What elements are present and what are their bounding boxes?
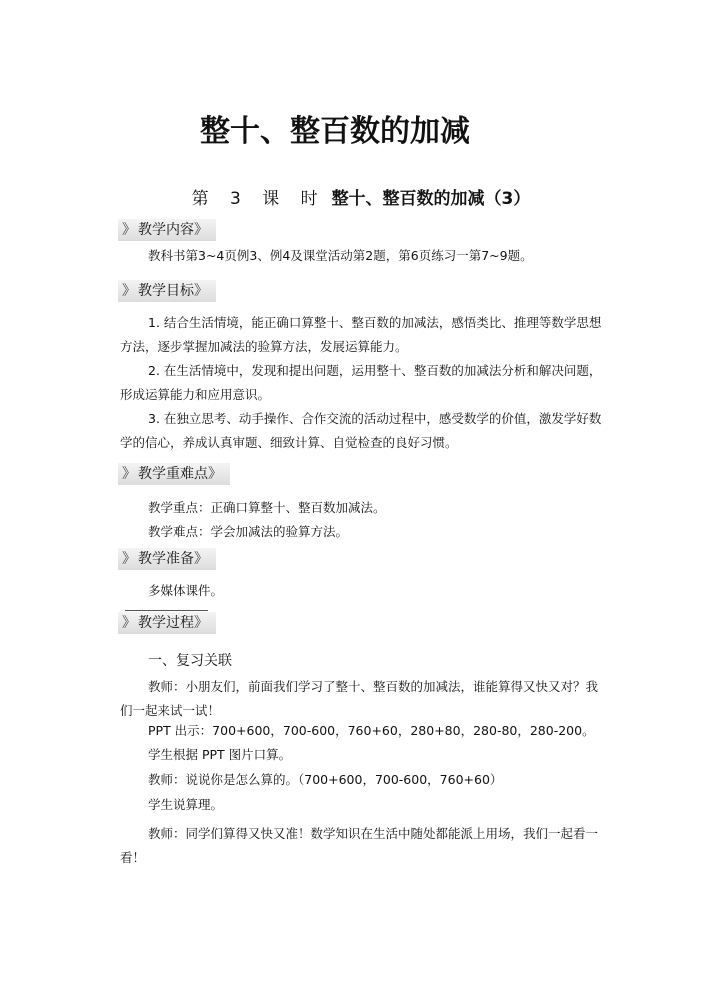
chevron-left-icon: 》 [122,551,136,567]
chevron-right-icon: 》 [194,283,208,299]
teacher-line-3: 教师：同学们算得又快又准！数学知识在生活中随处都能派上用场，我们一起看一看！ [120,826,599,865]
process-heading: 一、复习关联 [148,653,232,669]
section-label: 教学内容 [138,222,194,238]
section-header-prep [118,548,216,570]
ppt-line: PPT 出示：700+600，700-600，760+60，280+80，280-80，280-200。 [148,723,595,738]
section-header-process [118,612,216,634]
key-difficulty: 教学难点：学会加减法的验算方法。 [148,524,349,539]
section-label: 教学过程 [138,615,194,631]
section-label: 教学目标 [138,283,194,299]
lesson-subtitle [0,184,722,209]
teacher-line-1: 教师：小朋友们，前面我们学习了整十、整百数的加减法，谁能算得又快又对？我们一起来试一试！ [120,679,599,718]
chevron-right-icon: 》 [194,615,208,631]
chevron-left-icon: 》 [122,615,136,631]
lesson-number: 第 3 课 时 [191,189,326,209]
divider [125,610,208,611]
chevron-right-icon: 》 [194,551,208,567]
chevron-right-icon: 》 [194,222,208,238]
section-label: 教学重难点 [138,466,208,482]
goal-item-2: 2. 在生活情境中，发现和提出问题，运用整十、整百数的加减法分析和解决问题，形成运算能力和应用意识。 [120,363,602,402]
chevron-left-icon: 》 [122,466,136,482]
teacher-line-2: 教师：说说你是怎么算的。（700+600，700-600，760+60） [148,772,503,787]
content-paragraph: 教科书第3~4页例3、例4及课堂活动第2题，第6页练习一第7~9题。 [148,248,533,263]
lesson-title: 整十、整百数的加减（3） [331,189,531,209]
title-text: 整十、整百数的加减 [200,114,470,149]
chevron-right-icon: 》 [208,466,222,482]
chevron-left-icon: 》 [122,283,136,299]
goal-item-1: 1. 结合生活情境，能正确口算整十、整百数的加减法，感悟类比、推理等数学思想方法，逐步掌握加减法的验算方法，发展运算能力。 [120,315,602,354]
section-label: 教学准备 [138,551,194,567]
chevron-left-icon: 》 [122,222,136,238]
section-header-key [118,463,230,485]
students-line-1: 学生根据 PPT 图片口算。 [148,747,292,762]
key-focus: 教学重点：正确口算整十、整百数加减法。 [148,500,386,515]
page-title [0,106,722,150]
prep-text: 多媒体课件。 [148,583,224,598]
section-header-content [118,219,216,241]
section-header-goals [118,280,216,302]
students-line-2: 学生说算理。 [148,797,224,812]
goal-item-3: 3. 在独立思考、动手操作、合作交流的活动过程中，感受数学的价值，激发学好数学的信心，养成认真审题、细致计算、自觉检查的良好习惯。 [120,411,602,450]
